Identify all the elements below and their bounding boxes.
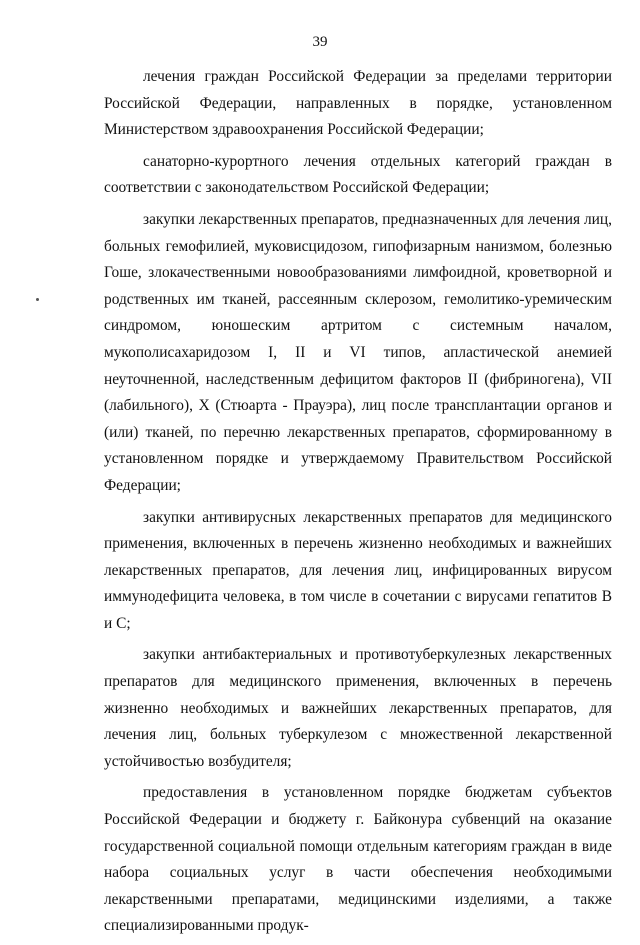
- paragraph-antibacterial-procurement: закупки антибактериальных и противотуберкулезных лекарственных препаратов для медицинского применения, включенных в перечень жизненно необходимых и важнейших лекарственных препаратов, для лечения лиц, больных туберкулезом с множественной лекарственной устойчивостью возбудителя;: [104, 646, 612, 770]
- paragraph-subventions: предоставления в установленном порядке бюджетам субъектов Российской Федерации и бюджету г. Байконура субвенций на оказание государственной социальной помощи отдельным категориям граждан в виде набора социальных услуг в части обеспечения необходимыми лекарственными препаратами, медицинскими изделиями, а также специализированными продук-: [104, 784, 612, 935]
- paragraph-drug-procurement: закупки лекарственных препаратов, предназначенных для лечения лиц, больных гемофилией, муковисцидозом, гипофизарным нанизмом, болезнью Гоше, злокачественными новообразованиями лимфоидной, кроветворной и родственных им тканей, рассеянным склерозом, гемолитико-уремическим синдромом, юношеским артритом с системным началом, мукополисахаридозом I, II и VI типов, апластической анемией неуточненной, наследственным дефицитом факторов II (фибриногена), VII (лабильного), X (Стюарта - Прауэра), лиц после трансплантации органов и (или) тканей, по перечню лекарственных препаратов, сформированному в установленном порядке и утверждаемому Правительством Российской Федерации;: [104, 210, 612, 494]
- margin-mark: [36, 298, 39, 301]
- paragraph-sanatorium-treatment: санаторно-курортного лечения отдельных категорий граждан в соответствии с законодательством Российской Федерации;: [104, 152, 612, 197]
- page-number: 39: [312, 34, 328, 50]
- paragraph-treatment-abroad: лечения граждан Российской Федерации за пределами территории Российской Федерации, направленных в порядке, установленном Министерством здравоохранения Российской Федерации;: [104, 68, 612, 139]
- document-body: [104, 64, 612, 945]
- paragraph-antiviral-procurement: закупки антивирусных лекарственных препаратов для медицинского применения, включенных в перечень жизненно необходимых и важнейших лекарственных препаратов, для лечения лиц, инфицированных вирусом иммунодефицита человека, в том числе в сочетании с вирусами гепатитов B и C;: [104, 508, 612, 632]
